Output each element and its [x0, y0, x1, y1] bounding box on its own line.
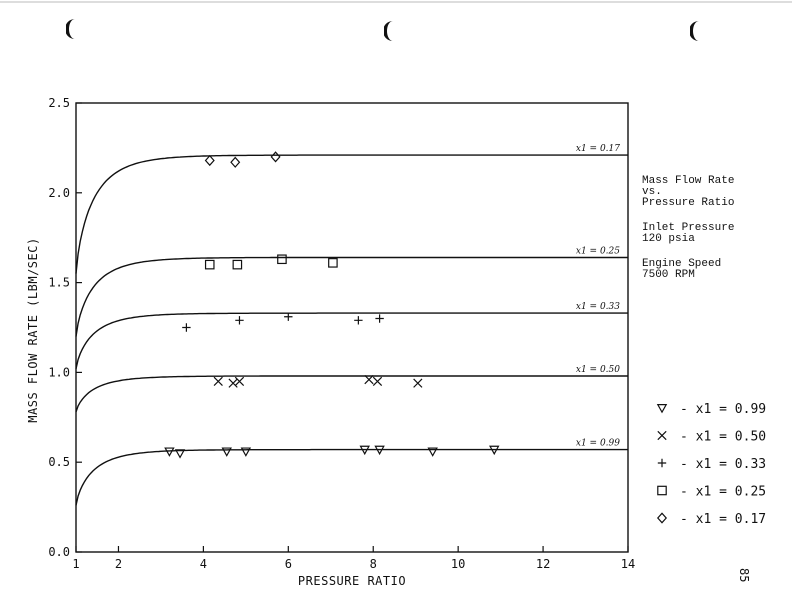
fitted-curve: [76, 258, 628, 337]
curve-label: x1 = 0.50: [575, 364, 620, 375]
x-tick-label: 14: [620, 557, 636, 571]
y-tick-label: 2.5: [48, 96, 70, 110]
axis-ticks: [48, 96, 635, 571]
x-tick-label: 2: [114, 557, 123, 571]
legend-marker-icon: [658, 486, 666, 494]
page-number: 85: [737, 568, 751, 583]
data-point: [182, 323, 190, 331]
x-tick-label: 12: [535, 557, 551, 571]
data-point: [271, 152, 279, 161]
curve-label: x1 = 0.99: [575, 438, 620, 449]
x-tick-label: 1: [72, 557, 80, 571]
data-point: [231, 158, 239, 167]
legend-label: - x1 = 0.33: [680, 457, 767, 472]
annotation-line: vs.: [642, 186, 662, 198]
y-tick-label: 0.5: [48, 455, 70, 470]
annotation-line: Engine Speed: [642, 258, 722, 270]
annotation-line: 120 psia: [642, 233, 695, 245]
plot-frame: [76, 103, 628, 552]
data-point: [373, 377, 381, 385]
y-axis-label: MASS FLOW RATE (LBM/SEC): [26, 237, 40, 423]
y-tick-label: 2.0: [48, 185, 70, 200]
annotation-line: 7500 RPM: [642, 269, 695, 281]
data-point: [329, 259, 337, 267]
data-point: [375, 314, 383, 322]
data-point: [214, 377, 222, 385]
curve-label: x1 = 0.17: [575, 144, 620, 155]
y-tick-label: 1.5: [48, 275, 70, 290]
data-point: [235, 316, 243, 324]
curve-label: x1 = 0.25: [575, 246, 620, 257]
fitted-curves: [76, 144, 628, 505]
legend-label: - x1 = 0.50: [680, 429, 767, 445]
x-tick-label: 8: [369, 557, 377, 571]
legend: [658, 402, 766, 527]
data-points: [165, 152, 498, 457]
legend-marker-icon: [658, 513, 666, 522]
data-point: [165, 448, 173, 456]
annotation-line: Pressure Ratio: [642, 197, 735, 209]
fitted-curve: [76, 450, 628, 506]
data-point: [414, 379, 422, 387]
legend-marker-icon: [658, 431, 666, 439]
annotation-line: Mass Flow Rate: [642, 175, 735, 187]
curve-label: x1 = 0.33: [575, 302, 620, 313]
x-tick-label: 10: [450, 557, 466, 571]
x-axis-label: PRESSURE RATIO: [297, 574, 407, 588]
data-point: [229, 379, 237, 387]
legend-label: - x1 = 0.17: [680, 512, 767, 527]
fitted-curve: [76, 155, 628, 274]
y-tick-label: 0.0: [48, 545, 70, 559]
legend-marker-icon: [658, 405, 666, 413]
legend-label: - x1 = 0.25: [680, 484, 767, 500]
y-tick-label: 1.0: [48, 365, 70, 380]
legend-label: - x1 = 0.99: [680, 402, 767, 417]
data-point: [206, 260, 214, 268]
data-point: [278, 255, 286, 263]
data-point: [354, 316, 362, 324]
data-point: [206, 156, 214, 165]
x-tick-label: 6: [284, 557, 292, 571]
annotation-line: Inlet Pressure: [642, 222, 735, 234]
data-point: [235, 377, 243, 385]
x-tick-label: 4: [199, 557, 208, 571]
data-point: [233, 260, 241, 268]
fitted-curve: [76, 376, 628, 412]
fitted-curve: [76, 313, 628, 369]
legend-marker-icon: [658, 459, 666, 467]
